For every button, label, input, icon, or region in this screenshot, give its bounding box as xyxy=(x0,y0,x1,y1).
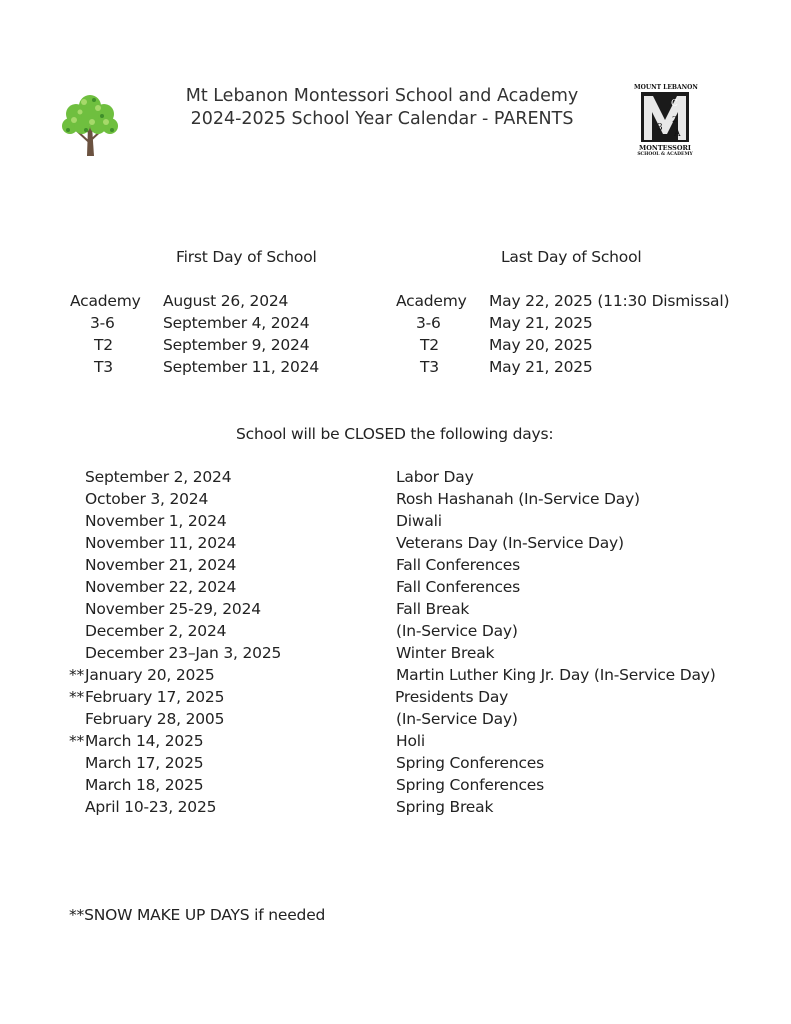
closed-date: October 3, 2024 xyxy=(85,490,209,508)
closed-reason: (In-Service Day) xyxy=(396,710,518,728)
calendar-title: 2024-2025 School Year Calendar - PARENTS xyxy=(190,109,574,129)
snow-day-marker: ** xyxy=(69,732,85,750)
closed-reason: Fall Conferences xyxy=(396,556,520,574)
closed-reason: Fall Break xyxy=(396,600,470,618)
last-day-date: May 21, 2025 xyxy=(489,314,593,332)
first-day-date: August 26, 2024 xyxy=(163,292,289,310)
first-day-program: Academy xyxy=(70,292,141,310)
closed-date: November 22, 2024 xyxy=(85,578,237,596)
first-day-program: 3-6 xyxy=(90,314,115,332)
logo-top-text: MOUNT LEBANON xyxy=(634,84,698,91)
closed-date: March 17, 2025 xyxy=(85,754,204,772)
tree-logo-icon xyxy=(54,86,126,158)
closed-date: March 14, 2025 xyxy=(85,732,204,750)
svg-text:2: 2 xyxy=(672,115,678,124)
closed-date: April 10-23, 2025 xyxy=(85,798,217,816)
last-day-heading: Last Day of School xyxy=(501,248,642,266)
logo-main-text: MONTESSORI xyxy=(639,144,691,152)
closed-reason: Spring Break xyxy=(396,798,494,816)
closed-reason: Holi xyxy=(396,732,425,750)
first-day-heading: First Day of School xyxy=(176,248,317,266)
closed-reason: Winter Break xyxy=(396,644,495,662)
closed-date: February 28, 2005 xyxy=(85,710,225,728)
school-name: Mt Lebanon Montessori School and Academy xyxy=(185,86,579,106)
svg-text:A: A xyxy=(674,129,681,139)
closed-date: November 11, 2024 xyxy=(85,534,237,552)
closed-reason: Spring Conferences xyxy=(396,754,544,772)
closed-date: January 20, 2025 xyxy=(85,666,215,684)
montessori-m-logo-icon xyxy=(632,84,698,160)
closed-reason: Martin Luther King Jr. Day (In-Service Day) xyxy=(396,666,716,684)
last-day-date: May 21, 2025 xyxy=(489,358,593,376)
closed-date: November 25-29, 2024 xyxy=(85,600,261,618)
closed-date: November 1, 2024 xyxy=(85,512,227,530)
snow-makeup-footnote: **SNOW MAKE UP DAYS if needed xyxy=(69,906,326,924)
closed-reason: Labor Day xyxy=(396,468,474,486)
last-day-program: T3 xyxy=(420,358,439,376)
first-day-date: September 4, 2024 xyxy=(163,314,310,332)
closed-date: September 2, 2024 xyxy=(85,468,232,486)
closed-reason: Rosh Hashanah (In-Service Day) xyxy=(396,490,640,508)
first-day-program: T2 xyxy=(94,336,113,354)
logo-sub-text: SCHOOL & ACADEMY xyxy=(637,152,693,157)
first-day-program: T3 xyxy=(94,358,113,376)
closed-reason: Spring Conferences xyxy=(396,776,544,794)
first-day-date: September 9, 2024 xyxy=(163,336,310,354)
closed-date: December 2, 2024 xyxy=(85,622,227,640)
last-day-date: May 22, 2025 (11:30 Dismissal) xyxy=(489,292,730,310)
closed-days-heading: School will be CLOSED the following days: xyxy=(236,425,554,443)
closed-date: November 21, 2024 xyxy=(85,556,237,574)
last-day-program: Academy xyxy=(396,292,467,310)
closed-date: February 17, 2025 xyxy=(85,688,225,706)
closed-date: March 18, 2025 xyxy=(85,776,204,794)
snow-day-marker: ** xyxy=(69,666,85,684)
closed-reason: Veterans Day (In-Service Day) xyxy=(396,534,624,552)
first-day-date: September 11, 2024 xyxy=(163,358,320,376)
closed-reason: Fall Conferences xyxy=(396,578,520,596)
snow-day-marker: ** xyxy=(69,688,85,706)
last-day-program: 3-6 xyxy=(416,314,441,332)
last-day-date: May 20, 2025 xyxy=(489,336,593,354)
last-day-program: T2 xyxy=(420,336,439,354)
svg-text:C: C xyxy=(671,99,678,109)
closed-reason: (In-Service Day) xyxy=(396,622,518,640)
closed-reason: Diwali xyxy=(396,512,442,530)
closed-reason: Presidents Day xyxy=(395,688,509,706)
closed-date: December 23–Jan 3, 2025 xyxy=(85,644,282,662)
svg-text:3: 3 xyxy=(657,123,663,133)
